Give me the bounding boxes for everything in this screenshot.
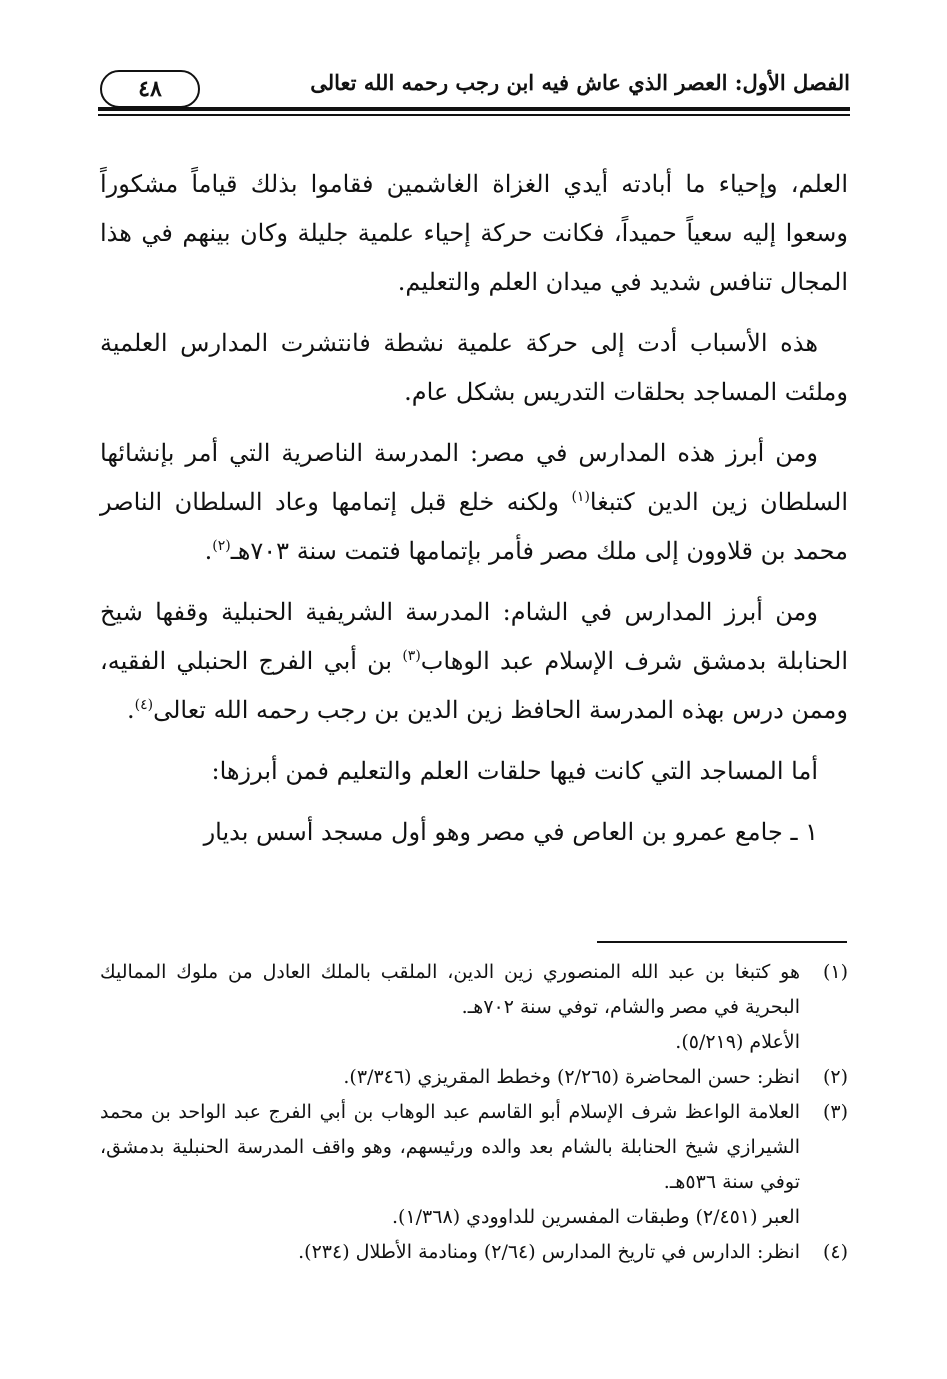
footnote-number: (٢) [822, 1066, 848, 1088]
footnote-2 [100, 1060, 848, 1095]
footnote-number: (١) [822, 961, 848, 983]
footnote-source: العبر (٢/٤٥١) وطبقات المفسرين للداوودي (١/٣٦٨). [392, 1206, 800, 1228]
footnote-separator [597, 941, 847, 943]
paragraph-6: ١ ـ جامع عمرو بن العاص في مصر وهو أول مسجد أسس بديار [203, 818, 818, 846]
paragraph-3 [100, 429, 848, 576]
footnote-number: (٣) [822, 1101, 848, 1123]
main-text [100, 160, 848, 869]
paragraph-3-text-b: ولكنه خلع قبل إتمامها وعاد السلطان الناصر محمد بن قلاوون إلى ملك مصر فأمر بإتمامها فتمت سنة ٧٠٣هـ [100, 488, 848, 565]
footnote-source: الأعلام (٥/٢١٩). [675, 1031, 800, 1053]
footnote-ref-2[interactable]: (٢) [212, 538, 231, 554]
footnote-text: انظر: الدارس في تاريخ المدارس (٢/٦٤) ومنادمة الأطلال (٢٣٤). [298, 1241, 800, 1263]
paragraph-5: أما المساجد التي كانت فيها حلقات العلم والتعليم فمن أبرزها: [211, 757, 818, 785]
paragraph-3-text-a: ومن أبرز هذه المدارس في مصر: المدرسة الناصرية التي أمر بإنشائها السلطان زين الدين كتبغا [100, 439, 849, 516]
footnote-1 [100, 955, 848, 1060]
footnote-ref-3[interactable]: (٣) [402, 648, 421, 664]
footnote-text: العلامة الواعظ شرف الإسلام أبو القاسم عبد الوهاب بن أبي الفرج عبد الواحد بن محمد الشيرازي شيخ الحنابلة بالشام بعد والده ورئيسهم، وهو واقف المدرسة الحنبلية بدمشق، توفي سنة ٥٣٦هـ. [100, 1101, 800, 1193]
paragraph-3-text-c: . [204, 537, 213, 565]
paragraph-1: العلم، وإحياء ما أبادته أيدي الغزاة الغاشمين فقاموا بذلك قياماً مشكوراً وسعوا إليه سعياً حميداً، فكانت حركة إحياء علمية جليلة وكان بينهم في هذا المجال تنافس شديد في ميدان العلم والتعليم. [100, 170, 848, 296]
footnote-ref-1[interactable]: (١) [571, 489, 590, 505]
header-rule-thin [98, 114, 850, 116]
footnote-number: (٤) [822, 1241, 848, 1263]
paragraph-4-text-b: بن أبي الفرج الحنبلي الفقيه، وممن درس بهذه المدرسة الحافظ زين الدين بن رجب رحمه الله تعالى [100, 647, 848, 724]
footnote-text: انظر: حسن المحاضرة (٢/٢٦٥) وخطط المقريزي (٣/٣٤٦). [343, 1066, 800, 1088]
footnote-ref-4[interactable]: (٤) [134, 697, 154, 713]
running-title: الفصل الأول: العصر الذي عاش فيه ابن رجب رحمه الله تعالى [310, 70, 850, 95]
paragraph-4-text-a: ومن أبرز المدارس في الشام: المدرسة الشريفية الحنبلية وقفها شيخ الحنابلة بدمشق شرف الإسلام عبد الوهاب [100, 598, 848, 675]
footnotes [100, 955, 848, 1270]
footnote-text: هو كتبغا بن عبد الله المنصوري زين الدين، الملقب بالملك العادل من ملوك المماليك البحرية في مصر والشام، توفي سنة ٧٠٢هـ. [100, 961, 800, 1018]
page-header [98, 62, 850, 126]
paragraph-4 [100, 588, 848, 735]
footnote-4 [100, 1235, 848, 1270]
header-rule-thick [98, 107, 850, 111]
paragraph-4-text-c: . [126, 696, 135, 724]
footnote-3 [100, 1095, 848, 1235]
page-number-frame [98, 70, 246, 110]
page-number: ٤٨ [100, 70, 200, 108]
paragraph-2: هذه الأسباب أدت إلى حركة علمية نشطة فانتشرت المدارس العلمية وملئت المساجد بحلقات التدريس بشكل عام. [100, 329, 848, 406]
